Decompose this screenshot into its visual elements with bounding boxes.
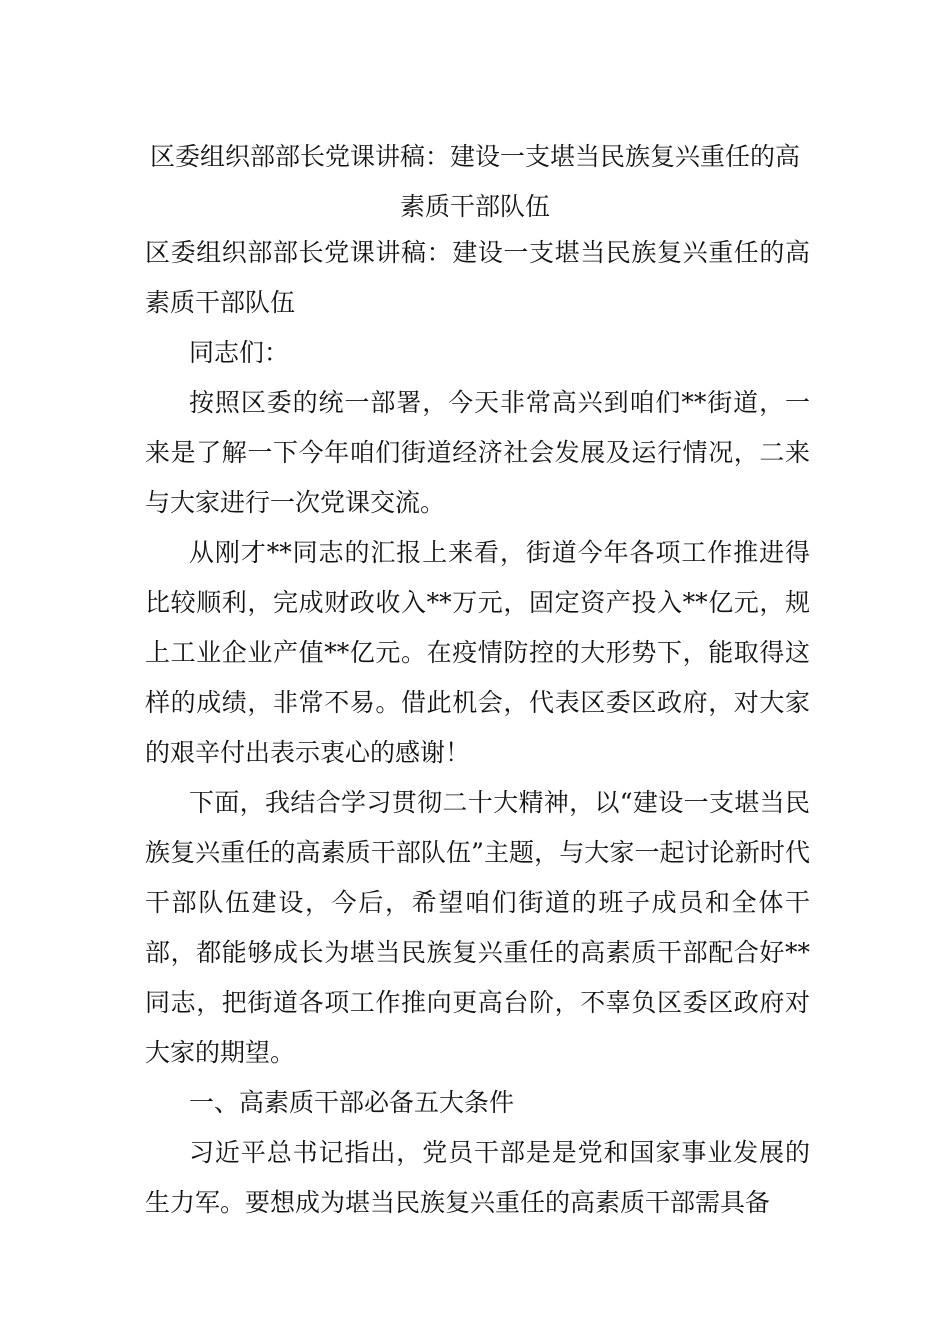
repeated-title-paragraph: 区委组织部部长党课讲稿：建设一支堪当民族复兴重任的高素质干部队伍 <box>145 238 810 317</box>
document-title: 区委组织部部长党课讲稿：建设一支堪当民族复兴重任的高素质干部队伍 <box>149 142 800 221</box>
salutation-paragraph: 同志们： <box>189 338 290 367</box>
document-body <box>145 228 810 1228</box>
topic-paragraph: 下面，我结合学习贯彻二十大精神，以“建设一支堪当民族复兴重任的高素质干部队伍”主题，与大家一起讨论新时代干部队伍建设，今后，希望咱们街道的班子成员和全体干部，都能够成长为堪当民族复兴重任的高素质干部配合好**同志，把街道各项工作推向更高台阶，不辜负区委区政府对大家的期望。 <box>145 788 810 1067</box>
section-one-paragraph: 习近平总书记指出，党员干部是是党和国家事业发展的生力军。要想成为堪当民族复兴重任的高素质干部需具备 <box>145 1138 810 1217</box>
report-summary-paragraph: 从刚才**同志的汇报上来看，街道今年各项工作推进得比较顺利，完成财政收入**万元，固定资产投入**亿元，规上工业企业产值**亿元。在疫情防控的大形势下，能取得这样的成绩，非常不易。借此机会，代表区委区政府，对大家的艰辛付出表示衷心的感谢！ <box>145 538 810 767</box>
intro-paragraph: 按照区委的统一部署，今天非常高兴到咱们**街道，一来是了解一下今年咱们街道经济社会发展及运行情况，二来与大家进行一次党课交流。 <box>145 388 810 517</box>
section-heading-one: 一、高素质干部必备五大条件 <box>189 1088 515 1117</box>
